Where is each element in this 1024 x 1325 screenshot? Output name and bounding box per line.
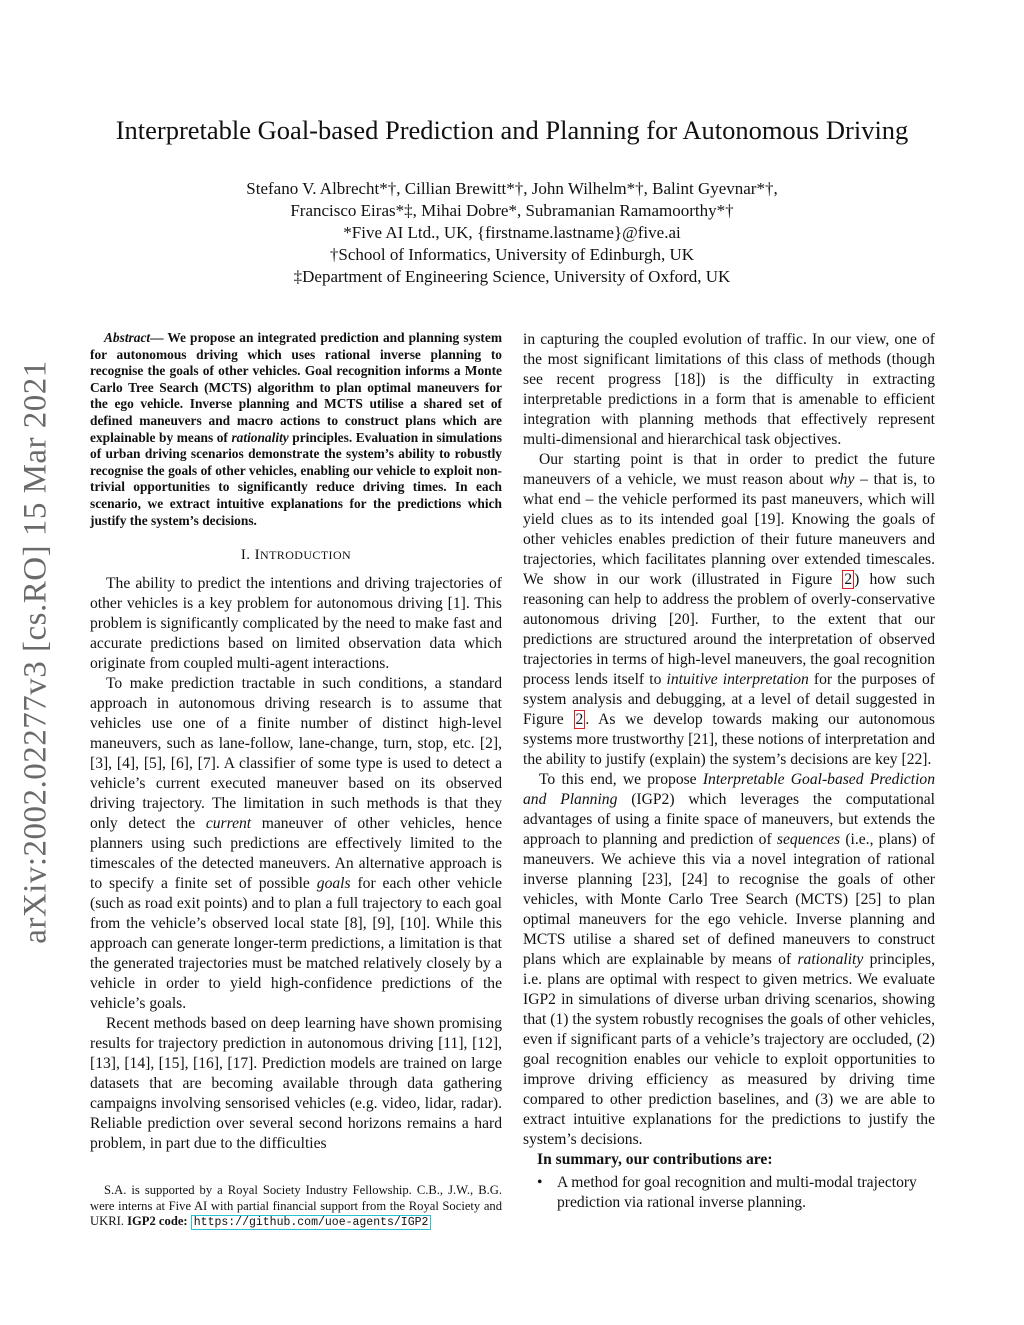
right-p2-text-d: for the purposes of system analysis and debugging, at a level of detail suggested in Figure [523, 671, 935, 728]
right-p3-text-a: To this end, we propose [539, 771, 703, 788]
intro-p2-text-b: maneuver of other vehicles, hence planners using such predictions are effectively limited to the timescales of the detected maneuvers. An alternative approach is to specify a finite set of possible [90, 815, 502, 893]
intro-p2-text-a: To make prediction tractable in such conditions, a standard approach in autonomous driving research is to assume that vehicles use one of a finite number of distinct high-level maneuvers, such as lane-follow, lane-change, turn, stop, etc. [2], [3], [4], [5], [6], [7]. A classifier of some type is used to detect a vehicle’s current executed maneuver based on its observed driving trajectory. The limitation in such methods is that they only detect the [90, 675, 502, 833]
right-p3-text-c: (i.e., plans) of maneuvers. We achieve this via a novel integration of rational inverse planning [23], [24] to recognise the goals of other vehicles, with Monte Carlo Tree Search (MCTS) [25] to plan optimal maneuvers for the ego vehicle. Inverse planning and MCTS utilise a shared set of defined maneuvers to construct plans which are explainable by means of [523, 831, 936, 968]
left-column [90, 330, 502, 1154]
abstract-emphasis: rationality [231, 429, 289, 445]
section-numeral: I. [240, 547, 255, 564]
affiliation-3: ‡Department of Engineering Science, University of Oxford, UK [293, 267, 731, 286]
contribution-bullet-1: A method for goal recognition and multi-modal trajectory prediction via rational inverse planning. [557, 1174, 917, 1211]
right-p3-text-d: principles, i.e. plans are optimal with respect to given metrics. We evaluate IGP2 in simulations of diverse urban driving scenarios, showing that (1) the system robustly recognises the goals of other vehicles, even if significant parts of a vehicle’s trajectory are occluded, (2) goal recognition enables our vehicle to exploit opportunities to improve driving efficiency as measured by driving time compared to other prediction baselines, and (3) we are able to extract intuitive explanations for the predictions to justify the system’s decisions. [523, 951, 936, 1148]
intro-paragraph-2 [90, 674, 502, 1014]
section-first-letter: I [254, 547, 261, 564]
github-code-link[interactable]: https://github.com/uoe-agents/IGP2 [191, 1215, 432, 1230]
right-paragraph-2 [523, 450, 935, 770]
right-p2-emphasis-why: why [829, 471, 855, 488]
author-block [0, 178, 1024, 288]
intro-paragraph-1: The ability to predict the intentions and driving trajectories of other vehicles is a key problem for autonomous driving [1]. This problem is significantly complicated by the need to make fast and accurate predictions based on limited observation data which originate from coupled multi-agent interactions. [90, 575, 502, 673]
arxiv-id-text: arXiv:2002.02277v3 [cs.RO] 15 Mar 2021 [17, 360, 54, 944]
abstract-text-1: We propose an integrated prediction and planning system for autonomous driving which uses rational inverse planning to recognise the goals of other vehicles. Goal recognition informs a Monte Carlo Tree Search (MCTS) algorithm to plan optimal maneuvers for the ego vehicle. Inverse planning and MCTS utilise a shared set of defined maneuvers and macro actions to construct plans which are explainable by means of [90, 330, 502, 445]
right-p2-text-a: Our starting point is that in order to predict the future maneuvers of a vehicle, we must reason about [523, 451, 935, 488]
intro-p2-emphasis-goals: goals [316, 875, 351, 893]
right-paragraph-1: in capturing the coupled evolution of traffic. In our view, one of the most significant limitations of this class of methods (though see recent progress [18]) is the difficulty in extracting interpretable predictions in a form that is amenable to efficient integration with planning methods that effectively represent multi-dimensional and hierarchical task objectives. [523, 331, 935, 448]
right-p2-text-b: – that is, to what end – the vehicle performed its past maneuvers, which will yield clues as to its intended goal [19]. Knowing the goals of other vehicles enables prediction of their future maneuvers and trajectories, which facilitates planning over extended timescales. We show in our work (illustrated in Figure [523, 471, 935, 588]
author-line-1: Stefano V. Albrecht*†, Cillian Brewitt*†, John Wilhelm*†, Balint Gyevnar*†, [246, 179, 778, 198]
figure-2-link[interactable]: 2 [844, 571, 853, 588]
right-p2-text-c: ) how such reasoning can help to address the problem of overly-conservative autonomous driving [20]. Further, to the extent that our predictions are structured around the interpretation of observed trajectories in terms of high-level maneuvers, the goal recognition process lends itself to [523, 571, 935, 688]
footnote [90, 1183, 502, 1231]
intro-p2-text-c: for each other vehicle (such as road exit points) and to plan a full trajectory to each goal from the vehicle’s observed local state [8], [9], [10]. While this approach can generate longer-term predictions, a limitation is that the generated trajectories must be matched relatively closely by a vehicle in order to yield high-confidence predictions of the vehicle’s goals. [90, 875, 502, 1013]
author-line-2: Francisco Eiras*‡, Mihai Dobre*, Subramanian Ramamoorthy*† [290, 201, 734, 220]
abstract [90, 330, 502, 529]
right-p2-emphasis-interpretation: intuitive interpretation [666, 671, 809, 688]
paper-title: Interpretable Goal-based Prediction and Planning for Autonomous Driving [115, 115, 909, 145]
right-p2-text-e: . As we develop towards making our autonomous systems more trustworthy [21], these notions of interpretation and the ability to justify (explain) the system’s decisions are key [22]. [523, 711, 935, 768]
right-paragraph-3 [523, 770, 935, 1150]
right-p3-text-b: (IGP2) which leverages the computational advantages of using a finite space of maneuvers, but extends the approach to planning and prediction of [523, 791, 936, 848]
contribution-bullet-item [537, 1173, 935, 1213]
affiliation-2: †School of Informatics, University of Edinburgh, UK [329, 245, 695, 264]
bullet-marker: • [537, 1174, 543, 1191]
right-column [523, 330, 935, 1213]
abstract-dash: — [150, 330, 168, 345]
abstract-label: Abstract [104, 330, 151, 345]
footnote-code-label: IGP2 code: [127, 1214, 188, 1228]
section-heading-introduction [90, 545, 502, 565]
figure-2-link-second[interactable]: 2 [575, 711, 584, 728]
section-rest: NTRODUCTION [260, 548, 352, 563]
footnote-text: S.A. is supported by a Royal Society Industry Fellowship. C.B., J.W., B.G. were interns at Five AI with partial financial support from the Royal Society and UKRI. [90, 1183, 502, 1228]
right-p3-emphasis-igp2: Interpretable Goal-based Prediction and Planning [523, 771, 935, 808]
right-p3-emphasis-rationality: rationality [797, 951, 864, 968]
affiliation-1: *Five AI Ltd., UK, {firstname.lastname}@five.ai [343, 223, 681, 242]
abstract-text-2: principles. Evaluation in simulations of urban driving scenarios demonstrate the system’s ability to robustly recognise the goals of other vehicles, enabling our vehicle to exploit non-trivial opportunities to significantly reduce driving times. In each scenario, we extract intuitive explanations for the predictions which justify the system’s decisions. [90, 429, 502, 528]
right-p3-emphasis-sequences: sequences [776, 831, 841, 848]
intro-p2-emphasis-current: current [205, 815, 252, 833]
intro-paragraph-3: Recent methods based on deep learning have shown promising results for trajectory prediction in autonomous driving [11], [12], [13], [14], [15], [16], [17]. Prediction models are trained on large datasets that are becoming available through data gathering campaigns involving sensorised vehicles (e.g. video, lidar, radar). Reliable prediction over several second horizons remains a hard problem, in part due to the difficulties [90, 1015, 502, 1153]
contributions-heading: In summary, our contributions are: [537, 1151, 773, 1168]
